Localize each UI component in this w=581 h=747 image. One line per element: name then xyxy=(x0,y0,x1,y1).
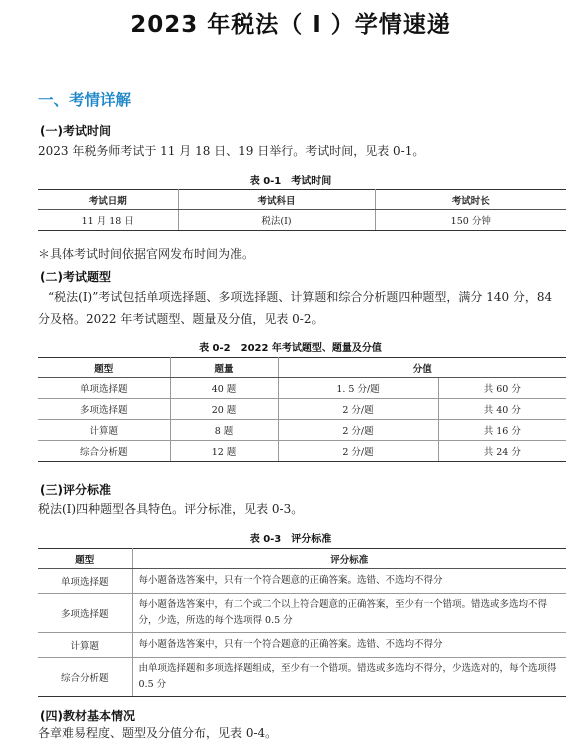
subheading-textbook: (四)教材基本情况 xyxy=(40,709,135,723)
paragraph-textbook: 各章难易程度、题型及分值分布，见表 0-4。 xyxy=(38,726,278,740)
table-header-cell: 评分标准 xyxy=(132,549,566,569)
section-heading-exam-overview: 一、考情详解 xyxy=(38,91,132,109)
table-row xyxy=(38,420,566,441)
note-official-time: ＊具体考试时间依据官网发布时间为准。 xyxy=(38,247,255,261)
table-caption-0-2: 表 0-2 2022 年考试题型、题量及分值 xyxy=(199,343,382,354)
table-row xyxy=(38,210,566,231)
table-header-cell: 考试科目 xyxy=(178,190,375,210)
table-cell: 1. 5 分/题 xyxy=(278,378,438,399)
table-row xyxy=(38,378,566,399)
table-cell: 综合分析题 xyxy=(38,658,132,697)
table-cell: 每小题备选答案中，只有一个符合题意的正确答案。选错、不选均不得分 xyxy=(132,633,566,658)
table-cell: 共 16 分 xyxy=(438,420,566,441)
table-cell: 单项选择题 xyxy=(38,569,132,594)
table-header-cell: 题型 xyxy=(38,358,170,378)
table-cell: 计算题 xyxy=(38,633,132,658)
table-header-cell: 题量 xyxy=(170,358,278,378)
table-cell: 2 分/题 xyxy=(278,441,438,462)
table-row xyxy=(38,569,566,594)
table-row xyxy=(38,441,566,462)
table-cell: 共 60 分 xyxy=(438,378,566,399)
table-header-cell: 题型 xyxy=(38,549,132,569)
table-header-cell: 考试时长 xyxy=(375,190,566,210)
table-row xyxy=(38,633,566,658)
table-cell: 多项选择题 xyxy=(38,399,170,420)
subheading-exam-time: (一)考试时间 xyxy=(40,124,111,138)
table-cell: 每小题备选答案中，有二个或二个以上符合题意的正确答案，至少有一个错项。错选或多选均不得分，少选，所选的每个选项得 0.5 分 xyxy=(132,594,566,633)
subheading-exam-types: (二)考试题型 xyxy=(40,270,111,284)
table-header-cell: 考试日期 xyxy=(38,190,178,210)
table-question-types xyxy=(38,357,566,462)
table-scoring-standard xyxy=(38,548,566,697)
table-cell: 税法(Ⅰ) xyxy=(178,210,375,231)
table-cell: 综合分析题 xyxy=(38,441,170,462)
paragraph-exam-types: “税法(Ⅰ)”考试包括单项选择题、多项选择题、计算题和综合分析题四种题型，满分 140 分，84 分及格。2022 年考试题型、题量及分值，见表 0-2。 xyxy=(38,290,553,326)
table-row xyxy=(38,594,566,633)
table-cell: 2 分/题 xyxy=(278,420,438,441)
table-cell: 40 题 xyxy=(170,378,278,399)
table-cell: 计算题 xyxy=(38,420,170,441)
table-row xyxy=(38,399,566,420)
table-cell: 150 分钟 xyxy=(375,210,566,231)
table-cell: 共 24 分 xyxy=(438,441,566,462)
table-cell: 共 40 分 xyxy=(438,399,566,420)
table-row xyxy=(38,658,566,697)
table-cell: 20 题 xyxy=(170,399,278,420)
table-exam-time xyxy=(38,189,566,231)
subheading-scoring: (三)评分标准 xyxy=(40,483,111,497)
table-header-cell: 分值 xyxy=(278,358,566,378)
table-cell: 由单项选择题和多项选择题组成，至少有一个错项。错选或多选均不得分，少选选对的，每个选项得 0.5 分 xyxy=(132,658,566,697)
table-cell: 每小题备选答案中，只有一个符合题意的正确答案。选错、不选均不得分 xyxy=(132,569,566,594)
table-cell: 单项选择题 xyxy=(38,378,170,399)
table-cell: 2 分/题 xyxy=(278,399,438,420)
table-cell: 8 题 xyxy=(170,420,278,441)
paragraph-exam-time: 2023 年税务师考试于 11 月 18 日、19 日举行。考试时间，见表 0-1。 xyxy=(38,144,425,158)
paragraph-scoring: 税法(Ⅰ)四种题型各具特色。评分标准，见表 0-3。 xyxy=(38,502,304,516)
table-cell: 12 题 xyxy=(170,441,278,462)
page-title: 2023 年税法（ Ⅰ ）学情速递 xyxy=(130,12,451,38)
table-caption-0-1: 表 0-1 考试时间 xyxy=(249,176,332,187)
table-caption-0-3: 表 0-3 评分标准 xyxy=(249,534,332,545)
table-cell: 11 月 18 日 xyxy=(38,210,178,231)
table-cell: 多项选择题 xyxy=(38,594,132,633)
